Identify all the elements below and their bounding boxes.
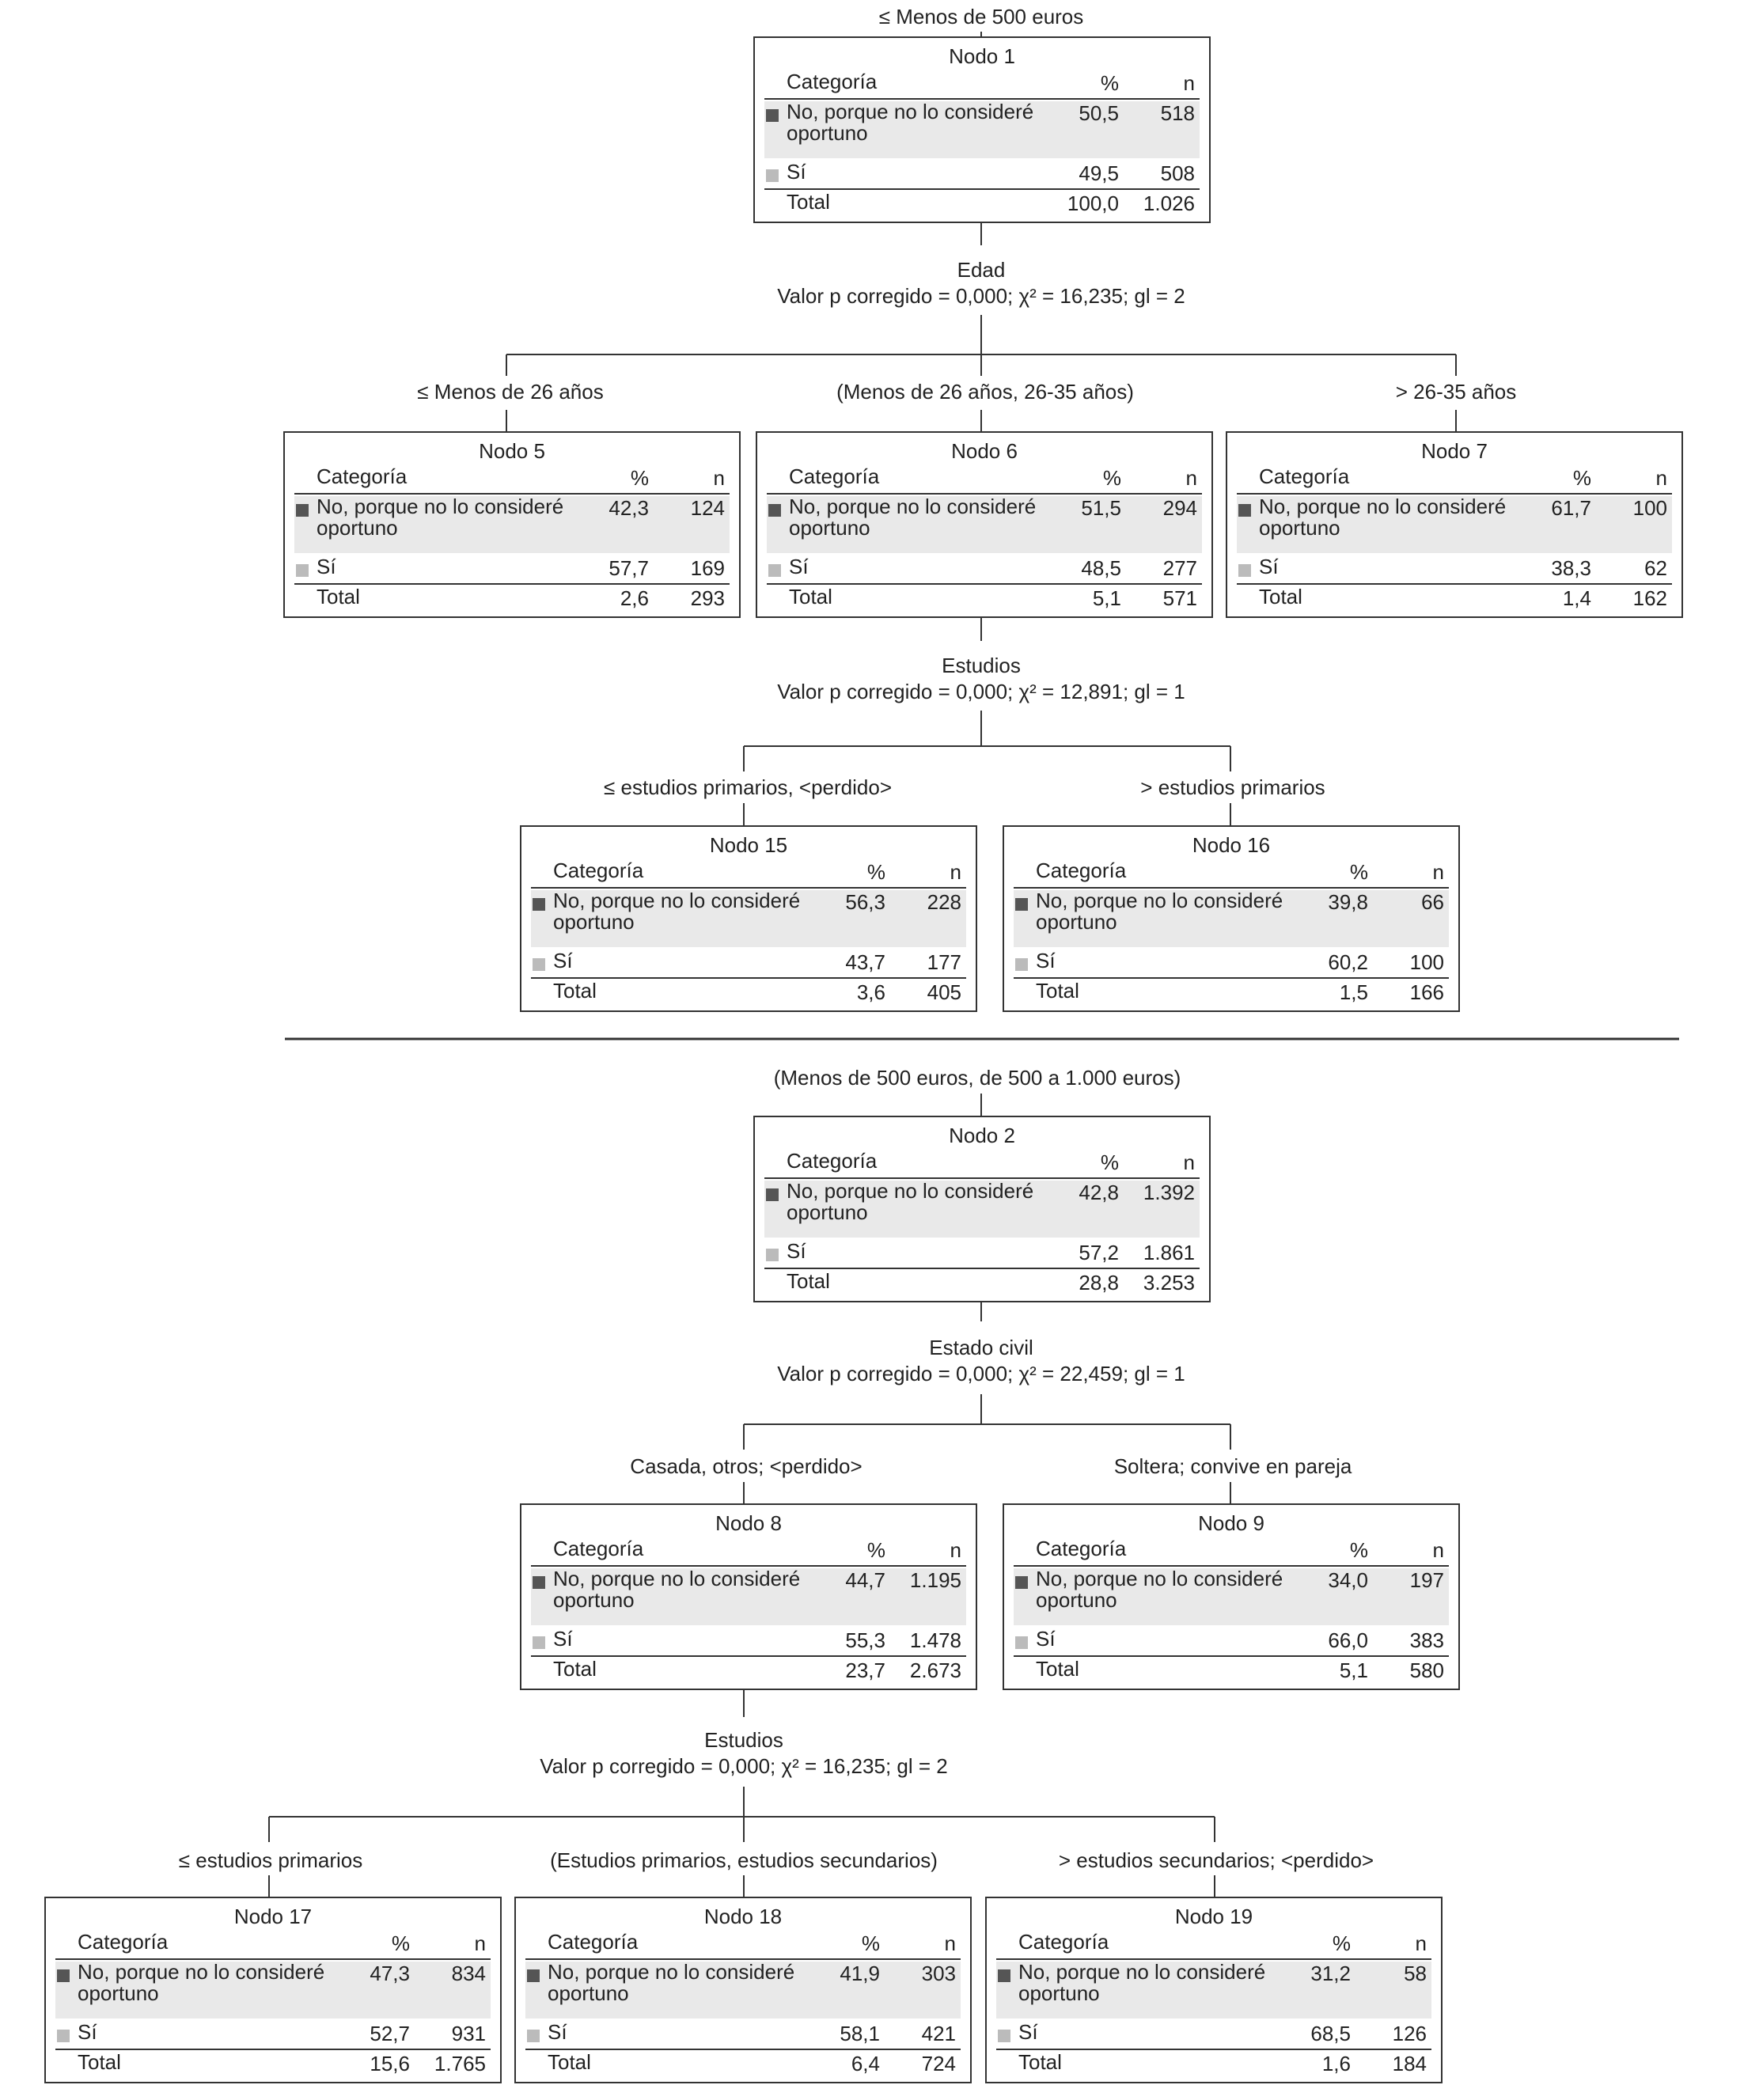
category-si-label: Sí (548, 2020, 567, 2044)
node-table-header (764, 1150, 1200, 1179)
node-title: Nodo 18 (703, 1905, 783, 1928)
split-stat-estado-civil: Valor p corregido = 0,000; χ² = 22,459; gl = 1 (777, 1362, 1185, 1385)
total-percent: 1,4 (1562, 586, 1591, 610)
si-count: 1.478 (909, 1628, 961, 1652)
total-count: 2.673 (909, 1658, 961, 1682)
category-si-label: Sí (553, 949, 573, 972)
row-total (1014, 1658, 1449, 1685)
light-square-icon (1238, 564, 1251, 577)
node-table-header (1014, 860, 1449, 889)
row-si (1237, 556, 1672, 585)
node-2 (753, 1116, 1211, 1302)
row-no (1014, 890, 1449, 947)
column-header-category: Categoría (553, 859, 644, 882)
si-count: 508 (1160, 161, 1195, 185)
column-header-n: n (1183, 71, 1195, 95)
column-header-percent: % (866, 1538, 885, 1562)
node-19 (985, 1897, 1443, 2083)
column-header-percent: % (391, 1931, 410, 1955)
category-si-label: Sí (1018, 2020, 1038, 2044)
column-header-percent: % (1100, 1150, 1119, 1174)
column-header-category: Categoría (789, 464, 880, 488)
category-si-label: Sí (787, 1239, 806, 1263)
si-percent: 57,2 (1079, 1241, 1119, 1264)
total-percent: 23,7 (845, 1658, 885, 1682)
si-percent: 49,5 (1079, 161, 1119, 185)
total-percent: 1,5 (1339, 980, 1368, 1004)
split-variable-edad: Edad (957, 258, 1006, 282)
node-table-header (1237, 466, 1672, 495)
total-percent: 28,8 (1079, 1271, 1119, 1294)
dark-square-icon (766, 109, 779, 122)
split-stat-estudios-2: Valor p corregido = 0,000; χ² = 16,235; gl = 2 (540, 1754, 948, 1778)
light-square-icon (768, 564, 781, 577)
node-5 (283, 431, 741, 618)
no-percent: 42,8 (1079, 1181, 1119, 1204)
category-si-label: Sí (553, 1627, 573, 1651)
category-no-label: No, porque no lo consideré oportuno (787, 100, 1034, 145)
no-count: 518 (1160, 101, 1195, 125)
si-count: 277 (1162, 556, 1197, 580)
no-percent: 34,0 (1328, 1568, 1368, 1592)
column-header-percent: % (1102, 466, 1121, 490)
split-stat-estudios-1: Valor p corregido = 0,000; χ² = 12,891; gl = 1 (777, 680, 1185, 703)
total-label: Total (548, 2050, 591, 2074)
total-label: Total (1018, 2050, 1062, 2074)
si-percent: 60,2 (1328, 950, 1368, 974)
column-header-n: n (950, 1538, 961, 1562)
node-title: Nodo 2 (949, 1124, 1015, 1147)
si-percent: 43,7 (845, 950, 885, 974)
row-total (525, 2052, 961, 2079)
node-table-header (55, 1931, 491, 1960)
light-square-icon (533, 1636, 545, 1649)
row-no (996, 1962, 1431, 2019)
node-table-header (525, 1931, 961, 1960)
dark-square-icon (296, 504, 309, 517)
node-table-header (764, 71, 1200, 100)
no-percent: 50,5 (1079, 101, 1119, 125)
total-count: 1.026 (1143, 191, 1195, 215)
no-percent: 31,2 (1310, 1962, 1351, 1985)
dark-square-icon (57, 1969, 70, 1982)
column-header-percent: % (1572, 466, 1591, 490)
category-si-label: Sí (789, 555, 809, 578)
branch-label-node-1: ≤ Menos de 500 euros (878, 5, 1084, 28)
branch-label-node-7: > 26-35 años (1395, 380, 1517, 404)
si-percent: 66,0 (1328, 1628, 1368, 1652)
no-count: 100 (1632, 496, 1667, 520)
column-header-category: Categoría (787, 70, 878, 93)
node-table-header (531, 860, 966, 889)
category-no-label: No, porque no lo consideré oportuno (78, 1960, 325, 2005)
si-count: 931 (451, 2022, 486, 2045)
column-header-category: Categoría (317, 464, 408, 488)
si-percent: 57,7 (609, 556, 649, 580)
row-si (1014, 1628, 1449, 1657)
si-percent: 38,3 (1551, 556, 1591, 580)
node-title: Nodo 17 (233, 1905, 313, 1928)
light-square-icon (296, 564, 309, 577)
total-label: Total (787, 1269, 830, 1293)
no-percent: 39,8 (1328, 890, 1368, 914)
node-title: Nodo 1 (949, 44, 1015, 68)
no-count: 228 (927, 890, 961, 914)
row-si (531, 1628, 966, 1657)
row-si (531, 950, 966, 979)
node-8 (520, 1503, 977, 1690)
total-percent: 1,6 (1321, 2052, 1351, 2075)
branch-label-node-2: (Menos de 500 euros, de 500 a 1.000 euros) (773, 1066, 1181, 1090)
total-label: Total (1036, 979, 1079, 1003)
row-total (764, 1271, 1200, 1298)
total-percent: 6,4 (851, 2052, 880, 2075)
si-percent: 48,5 (1081, 556, 1121, 580)
column-header-n: n (474, 1931, 486, 1955)
node-title: Nodo 19 (1174, 1905, 1253, 1928)
column-header-n: n (950, 860, 961, 884)
split-variable-estado-civil: Estado civil (929, 1336, 1033, 1359)
column-header-category: Categoría (1259, 464, 1350, 488)
column-header-percent: % (1349, 860, 1368, 884)
node-1 (753, 36, 1211, 223)
node-table-header (531, 1538, 966, 1567)
light-square-icon (998, 2030, 1010, 2042)
total-label: Total (1036, 1657, 1079, 1681)
dark-square-icon (527, 1969, 540, 1982)
node-title: Nodo 5 (479, 439, 545, 463)
total-label: Total (789, 585, 832, 608)
row-no (531, 890, 966, 947)
row-si (996, 2022, 1431, 2050)
category-no-label: No, porque no lo consideré oportuno (317, 495, 564, 540)
total-percent: 2,6 (620, 586, 649, 610)
category-no-label: No, porque no lo consideré oportuno (787, 1179, 1034, 1224)
total-count: 293 (690, 586, 725, 610)
si-percent: 55,3 (845, 1628, 885, 1652)
row-no (531, 1568, 966, 1625)
node-table-header (996, 1931, 1431, 1960)
row-no (1014, 1568, 1449, 1625)
category-no-label: No, porque no lo consideré oportuno (1036, 1567, 1283, 1612)
total-label: Total (553, 979, 597, 1003)
column-header-n: n (1415, 1931, 1427, 1955)
row-total (531, 1658, 966, 1685)
node-title: Nodo 16 (1192, 833, 1271, 857)
total-percent: 5,1 (1339, 1658, 1368, 1682)
total-percent: 3,6 (856, 980, 885, 1004)
branch-label-node-15: ≤ estudios primarios, <perdido> (603, 775, 893, 799)
total-label: Total (1259, 585, 1302, 608)
no-count: 303 (921, 1962, 956, 1985)
column-header-n: n (1655, 466, 1667, 490)
branch-label-node-16: > estudios primarios (1140, 775, 1325, 799)
row-no (1237, 496, 1672, 553)
category-si-label: Sí (317, 555, 336, 578)
light-square-icon (1015, 1636, 1028, 1649)
total-label: Total (317, 585, 360, 608)
column-header-n: n (944, 1931, 956, 1955)
total-label: Total (553, 1657, 597, 1681)
si-count: 126 (1392, 2022, 1427, 2045)
row-total (1237, 586, 1672, 613)
dark-square-icon (1238, 504, 1251, 517)
category-no-label: No, porque no lo consideré oportuno (548, 1960, 795, 2005)
split-stat-edad: Valor p corregido = 0,000; χ² = 16,235; gl = 2 (777, 284, 1185, 308)
column-header-category: Categoría (548, 1930, 639, 1954)
dark-square-icon (998, 1969, 1010, 1982)
branch-label-node-19: > estudios secundarios; <perdido> (1058, 1848, 1374, 1872)
si-count: 100 (1409, 950, 1444, 974)
no-count: 58 (1404, 1962, 1427, 1985)
column-header-category: Categoría (553, 1537, 644, 1560)
total-label: Total (787, 190, 830, 214)
light-square-icon (1015, 958, 1028, 971)
column-header-percent: % (866, 860, 885, 884)
node-title: Nodo 8 (715, 1511, 782, 1535)
column-header-percent: % (1332, 1931, 1351, 1955)
row-si (764, 1241, 1200, 1269)
dark-square-icon (766, 1188, 779, 1201)
column-header-percent: % (1349, 1538, 1368, 1562)
si-count: 169 (690, 556, 725, 580)
total-count: 724 (921, 2052, 956, 2075)
split-variable-estudios-1: Estudios (942, 654, 1021, 677)
no-count: 294 (1162, 496, 1197, 520)
total-count: 184 (1392, 2052, 1427, 2075)
no-count: 1.195 (909, 1568, 961, 1592)
no-percent: 56,3 (845, 890, 885, 914)
node-15 (520, 825, 977, 1012)
no-count: 1.392 (1143, 1181, 1195, 1204)
node-title: Nodo 9 (1198, 1511, 1264, 1535)
row-si (764, 161, 1200, 190)
node-title: Nodo 15 (709, 833, 788, 857)
total-count: 3.253 (1143, 1271, 1195, 1294)
no-count: 197 (1409, 1568, 1444, 1592)
no-count: 834 (451, 1962, 486, 1985)
light-square-icon (57, 2030, 70, 2042)
branch-label-node-8: Casada, otros; <perdido> (630, 1454, 863, 1478)
row-no (764, 1181, 1200, 1238)
no-percent: 47,3 (370, 1962, 410, 1985)
node-table-header (767, 466, 1202, 495)
total-count: 571 (1162, 586, 1197, 610)
light-square-icon (766, 169, 779, 182)
column-header-category: Categoría (1036, 859, 1127, 882)
column-header-n: n (1183, 1150, 1195, 1174)
no-percent: 44,7 (845, 1568, 885, 1592)
total-count: 162 (1632, 586, 1667, 610)
column-header-category: Categoría (1036, 1537, 1127, 1560)
column-header-percent: % (630, 466, 649, 490)
dark-square-icon (533, 1576, 545, 1589)
column-header-category: Categoría (78, 1930, 169, 1954)
category-si-label: Sí (1036, 1627, 1056, 1651)
si-count: 177 (927, 950, 961, 974)
no-percent: 42,3 (609, 496, 649, 520)
node-16 (1003, 825, 1460, 1012)
category-si-label: Sí (1259, 555, 1279, 578)
category-no-label: No, porque no lo consideré oportuno (553, 889, 801, 934)
branch-label-node-17: ≤ estudios primarios (178, 1848, 363, 1872)
no-count: 124 (690, 496, 725, 520)
light-square-icon (766, 1249, 779, 1261)
node-17 (44, 1897, 502, 2083)
row-total (531, 980, 966, 1007)
node-6 (756, 431, 1213, 618)
category-no-label: No, porque no lo consideré oportuno (1036, 889, 1283, 934)
no-percent: 61,7 (1551, 496, 1591, 520)
category-no-label: No, porque no lo consideré oportuno (789, 495, 1037, 540)
node-title: Nodo 6 (951, 439, 1018, 463)
si-count: 383 (1409, 1628, 1444, 1652)
si-percent: 58,1 (840, 2022, 880, 2045)
branch-label-node-9: Soltera; convive en pareja (1113, 1454, 1352, 1478)
category-si-label: Sí (787, 160, 806, 184)
row-si (55, 2022, 491, 2050)
si-count: 421 (921, 2022, 956, 2045)
si-percent: 68,5 (1310, 2022, 1351, 2045)
node-table-header (294, 466, 730, 495)
total-percent: 100,0 (1067, 191, 1119, 215)
category-si-label: Sí (78, 2020, 97, 2044)
no-percent: 41,9 (840, 1962, 880, 1985)
row-no (767, 496, 1202, 553)
column-header-n: n (1185, 466, 1197, 490)
row-total (764, 191, 1200, 218)
column-header-percent: % (1100, 71, 1119, 95)
si-count: 1.861 (1143, 1241, 1195, 1264)
total-label: Total (78, 2050, 121, 2074)
category-no-label: No, porque no lo consideré oportuno (553, 1567, 801, 1612)
row-total (294, 586, 730, 613)
light-square-icon (533, 958, 545, 971)
row-total (996, 2052, 1431, 2079)
dark-square-icon (533, 898, 545, 911)
row-no (764, 101, 1200, 158)
column-header-percent: % (861, 1931, 880, 1955)
no-count: 66 (1421, 890, 1444, 914)
total-percent: 15,6 (370, 2052, 410, 2075)
total-count: 405 (927, 980, 961, 1004)
node-7 (1226, 431, 1683, 618)
split-variable-estudios-2: Estudios (704, 1728, 783, 1752)
branch-label-node-18: (Estudios primarios, estudios secundarios) (550, 1848, 938, 1872)
light-square-icon (527, 2030, 540, 2042)
column-header-n: n (1432, 1538, 1444, 1562)
row-total (1014, 980, 1449, 1007)
row-si (1014, 950, 1449, 979)
total-percent: 5,1 (1092, 586, 1121, 610)
total-count: 580 (1409, 1658, 1444, 1682)
row-si (294, 556, 730, 585)
column-header-category: Categoría (787, 1149, 878, 1173)
row-si (767, 556, 1202, 585)
total-count: 1.765 (434, 2052, 486, 2075)
column-header-n: n (713, 466, 725, 490)
row-total (55, 2052, 491, 2079)
column-header-n: n (1432, 860, 1444, 884)
row-no (55, 1962, 491, 2019)
node-9 (1003, 1503, 1460, 1690)
dark-square-icon (768, 504, 781, 517)
column-header-category: Categoría (1018, 1930, 1109, 1954)
branch-label-node-6: (Menos de 26 años, 26-35 años) (836, 380, 1134, 404)
si-percent: 52,7 (370, 2022, 410, 2045)
dark-square-icon (1015, 1576, 1028, 1589)
row-total (767, 586, 1202, 613)
si-count: 62 (1644, 556, 1667, 580)
category-no-label: No, porque no lo consideré oportuno (1018, 1960, 1266, 2005)
total-count: 166 (1409, 980, 1444, 1004)
no-percent: 51,5 (1081, 496, 1121, 520)
branch-label-node-5: ≤ Menos de 26 años (417, 380, 604, 404)
node-18 (514, 1897, 972, 2083)
category-si-label: Sí (1036, 949, 1056, 972)
row-no (525, 1962, 961, 2019)
node-title: Nodo 7 (1421, 439, 1488, 463)
row-no (294, 496, 730, 553)
row-si (525, 2022, 961, 2050)
category-no-label: No, porque no lo consideré oportuno (1259, 495, 1507, 540)
node-table-header (1014, 1538, 1449, 1567)
dark-square-icon (1015, 898, 1028, 911)
